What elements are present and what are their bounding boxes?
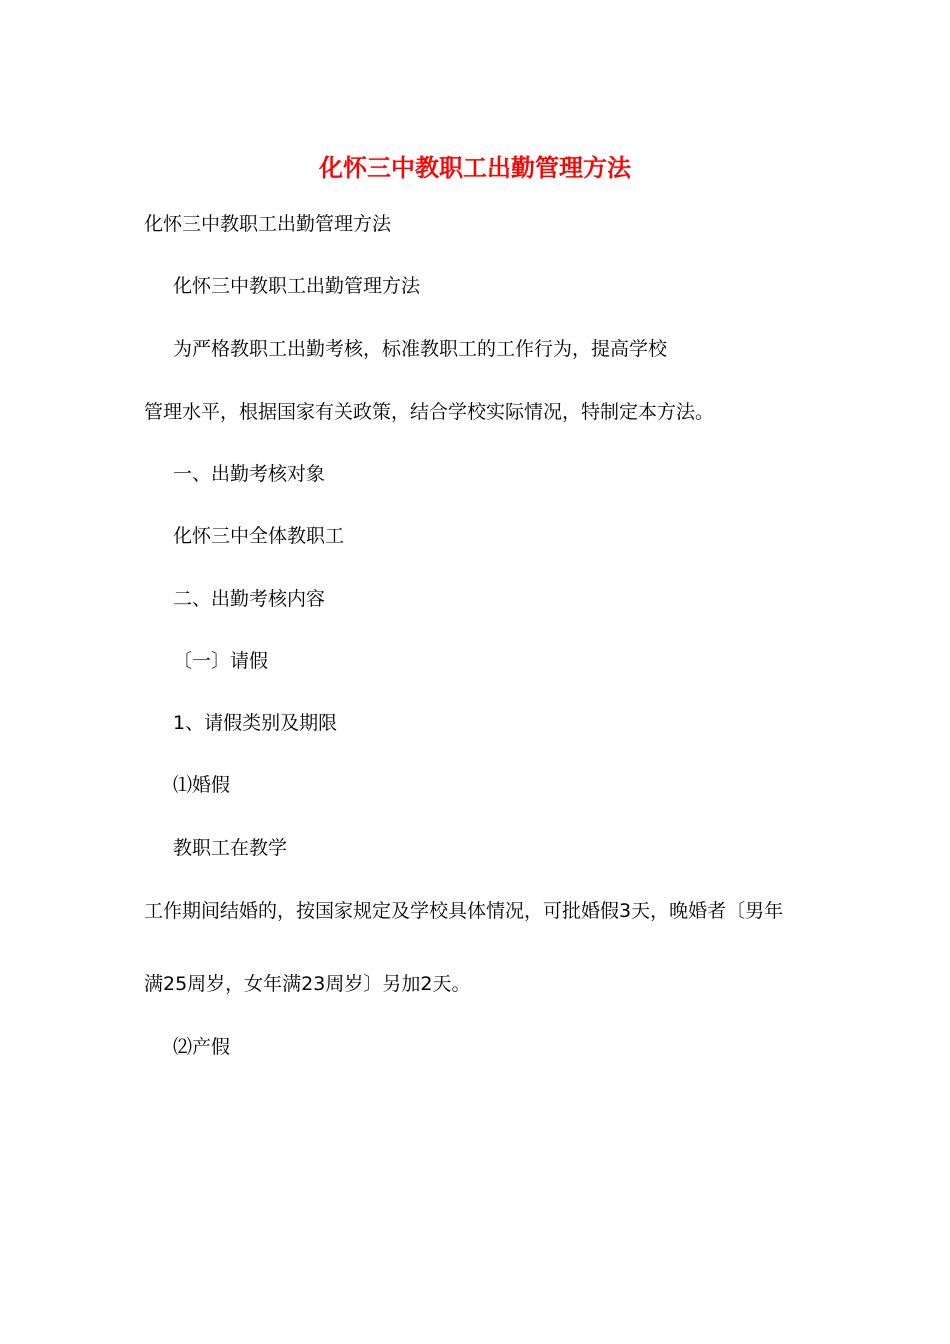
section-heading: 二、出勤考核内容 <box>173 588 326 610</box>
paragraph-line: 管理水平，根据国家有关政策，结合学校实际情况，特制定本方法。 <box>144 401 715 423</box>
paragraph-line: 教职工在教学 <box>173 837 288 859</box>
paragraph-heading: 化怀三中教职工出勤管理方法 <box>173 275 421 297</box>
subsection-heading: 1、请假类别及期限 <box>173 712 338 734</box>
paragraph-line: 为严格教职工出勤考核，标准教职工的工作行为，提高学校 <box>173 338 668 360</box>
section-heading: 一、出勤考核对象 <box>173 463 326 485</box>
subsection-heading: 〔一〕请假 <box>173 650 269 672</box>
paragraph-line: 工作期间结婚的，按国家规定及学校具体情况，可批婚假3天，晚婚者〔男年 <box>144 900 784 922</box>
list-item-heading: ⑵产假 <box>173 1036 231 1058</box>
document-title: 化怀三中教职工出勤管理方法 <box>319 154 631 182</box>
subtitle-line: 化怀三中教职工出勤管理方法 <box>144 213 392 235</box>
paragraph-line: 化怀三中全体教职工 <box>173 525 345 547</box>
list-item-heading: ⑴婚假 <box>173 774 231 796</box>
paragraph-line: 满25周岁，女年满23周岁〕另加2天。 <box>144 973 471 995</box>
